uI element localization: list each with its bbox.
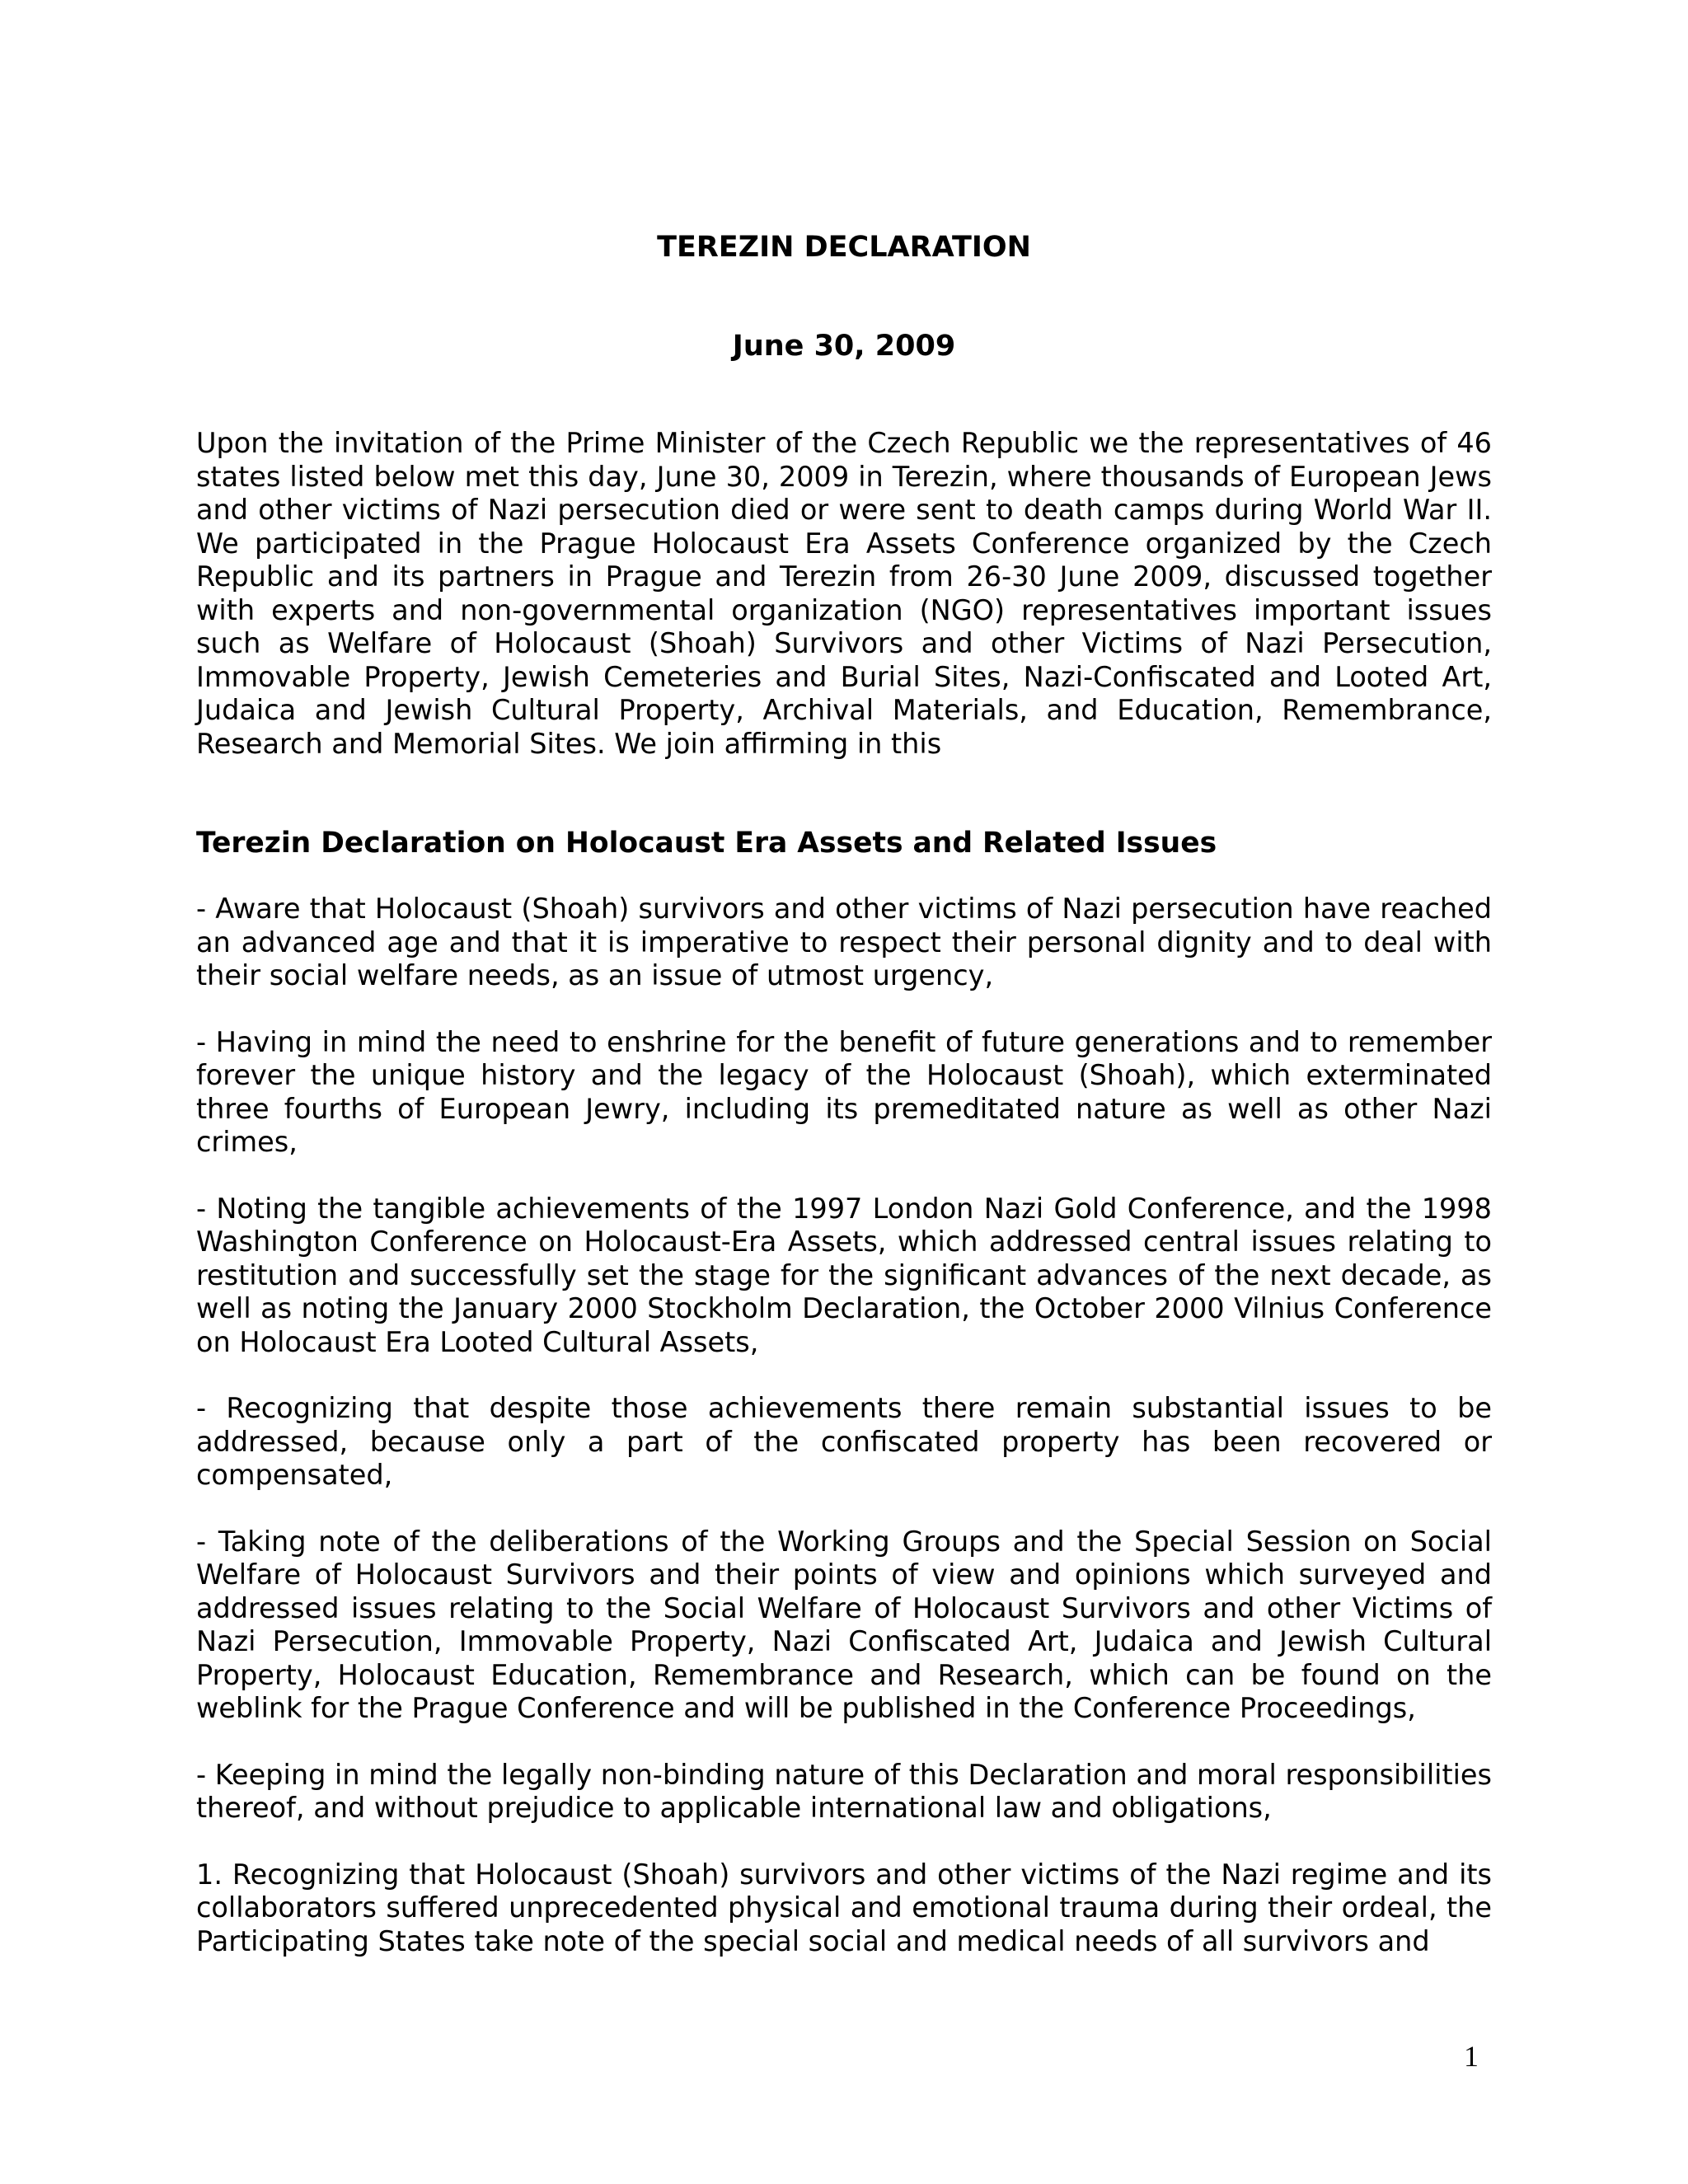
paragraph-aware: - Aware that Holocaust (Shoah) survivors and other victims of Nazi persecution have reached an advanced age and that it is imperative to respect their personal dignity and to deal with their social welfare needs, as an issue of utmost urgency, (196, 893, 1492, 991)
spacer (196, 761, 1492, 825)
spacer (196, 1359, 1492, 1392)
spacer (196, 861, 1492, 893)
spacer (196, 1160, 1492, 1193)
spacer (196, 1493, 1492, 1526)
spacer (196, 1726, 1492, 1759)
paragraph-recognizing: - Recognizing that despite those achievements there remain substantial issues to be addressed, because only a part of the confiscated property has been recovered or compensated, (196, 1392, 1492, 1491)
paragraph-noting: - Noting the tangible achievements of the 1997 London Nazi Gold Conference, and the 1998 Washington Conference on Holocaust-Era Assets, which addressed central issues relating to restitution and successfully set the stage for the significant advances of the next decade, as well as noting the January 2000 Stockholm Declaration, the October 2000 Vilnius Conference on Holocaust Era Looted Cultural Assets, (196, 1192, 1492, 1358)
document-date: June 30, 2009 (732, 330, 956, 363)
paragraph-having-in-mind: - Having in mind the need to enshrine for the benefit of future generations and to remember forever the unique history and the legacy of the Holocaust (Shoah), which exterminated three fourths of European Jewry, including its premeditated nature as well as other Nazi crimes, (196, 1025, 1492, 1158)
paragraph-keeping-in-mind: - Keeping in mind the legally non-binding nature of this Declaration and moral responsibilities thereof, and without prejudice to applicable international law and obligations, (196, 1758, 1492, 1824)
page-number: 1 (1464, 2040, 1479, 2073)
document-body (196, 427, 1492, 1958)
document-title: TEREZIN DECLARATION (657, 231, 1031, 264)
intro-paragraph: Upon the invitation of the Prime Minister of the Czech Republic we the representatives of 46 states listed below met this day, June 30, 2009 in Terezin, where thousands of European Jews and other victims of Nazi persecution died or were sent to death camps during World War II. We participated in the Prague Holocaust Era Assets Conference organized by the Czech Republic and its partners in Prague and Terezin from 26-30 June 2009, discussed together with experts and non-governmental organization (NGO) representatives important issues such as Welfare of Holocaust (Shoah) Survivors and other Victims of Nazi Persecution, Immovable Property, Jewish Cemeteries and Burial Sites, Nazi-Confiscated and Looted Art, Judaica and Jewish Cultural Property, Archival Materials, and Education, Remembrance, Research and Memorial Sites. We join affirming in this (196, 427, 1492, 760)
spacer (196, 1825, 1492, 1858)
paragraph-item-1: 1. Recognizing that Holocaust (Shoah) survivors and other victims of the Nazi regime and its collaborators suffered unprecedented physical and emotional trauma during their ordeal, the Participating States take note of the special social and medical needs of all survivors and (196, 1858, 1492, 1957)
section-heading: Terezin Declaration on Holocaust Era Assets and Related Issues (196, 827, 1217, 860)
paragraph-taking-note: - Taking note of the deliberations of the Working Groups and the Special Session on Social Welfare of Holocaust Survivors and their points of view and opinions which surveyed and addressed issues relating to the Social Welfare of Holocaust Survivors and other Victims of Nazi Persecution, Immovable Property, Nazi Confiscated Art, Judaica and Jewish Cultural Property, Holocaust Education, Remembrance and Research, which can be found on the weblink for the Prague Conference and will be published in the Conference Proceedings, (196, 1525, 1492, 1724)
spacer (196, 993, 1492, 1026)
